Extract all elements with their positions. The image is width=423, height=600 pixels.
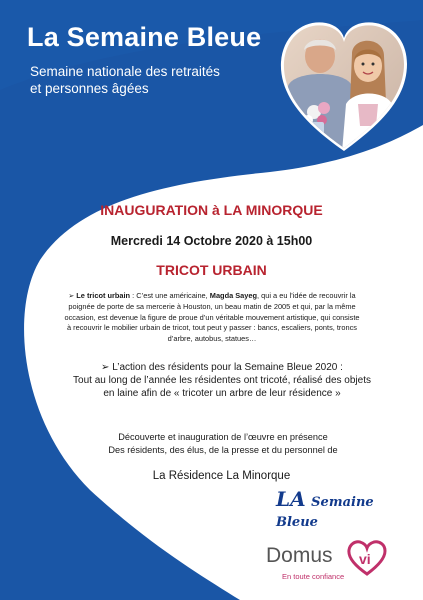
- action-line2: Tout au long de l’année les résidentes ont tricoté, réalisé des objets en laine afin de « tricoter un arbre de leur résidence »: [73, 375, 371, 399]
- discovery-paragraph: [78, 431, 368, 456]
- event-date: Mercredi 14 Octobre 2020 à 15h00: [110, 234, 313, 248]
- action-line1-text: L’action des résidents pour la Semaine Bleue 2020 :: [112, 362, 343, 373]
- semaine-bleue-logo-la: LA: [276, 487, 306, 511]
- header-subtitle: [30, 63, 270, 97]
- domusvi-heart-icon: [346, 540, 388, 576]
- description-paragraph: [62, 291, 362, 344]
- domusvi-tagline: En toute confiance: [282, 572, 345, 581]
- semaine-bleue-logo: [276, 487, 396, 530]
- header-subtitle-line1: Semaine nationale des retraités: [30, 64, 220, 79]
- action-paragraph: [70, 361, 374, 400]
- event-theme: TRICOT URBAIN: [156, 262, 267, 278]
- event-title: INAUGURATION à LA MINORQUE: [100, 202, 323, 218]
- header-title: La Semaine Bleue: [27, 22, 262, 52]
- residence-name: La Résidence La Minorque: [152, 470, 291, 482]
- svg-text:vi: vi: [359, 551, 371, 567]
- arrow-bullet-icon: ➢: [68, 293, 75, 300]
- semaine-bleue-logo-text: Semaine Bleue: [276, 495, 374, 530]
- action-line1: [70, 361, 374, 374]
- arrow-bullet-icon: ➢: [101, 362, 113, 373]
- description-text-after-name: , qui a eu l’idée de recouvrir la poignée de porte de sa mercerie à Houston, un beau matin de 2005 et qui, par la même occasion, est devenue la figure de proue d’un véritable mouvement artistique, qui consiste à recouvrir le mobilier urbain de tricot, tout peut y passer : bancs, escaliers, ponts, troncs d’arbre, autobus, statues…: [64, 291, 360, 343]
- discovery-line1: Découverte et inauguration de l’œuvre en présence: [118, 432, 328, 442]
- description-label: Le tricot urbain: [76, 291, 131, 300]
- description-name: Magda Sayeg: [209, 291, 258, 300]
- domusvi-logo: [266, 540, 406, 586]
- description-text-before-name: : C’est une américaine,: [130, 291, 210, 300]
- discovery-line2: Des résidents, des élus, de la presse et du personnel de: [108, 444, 338, 455]
- domusvi-wordmark: Domus: [266, 544, 333, 567]
- heart-photo-icon: [280, 16, 408, 152]
- header-subtitle-line2: et personnes âgées: [30, 81, 149, 96]
